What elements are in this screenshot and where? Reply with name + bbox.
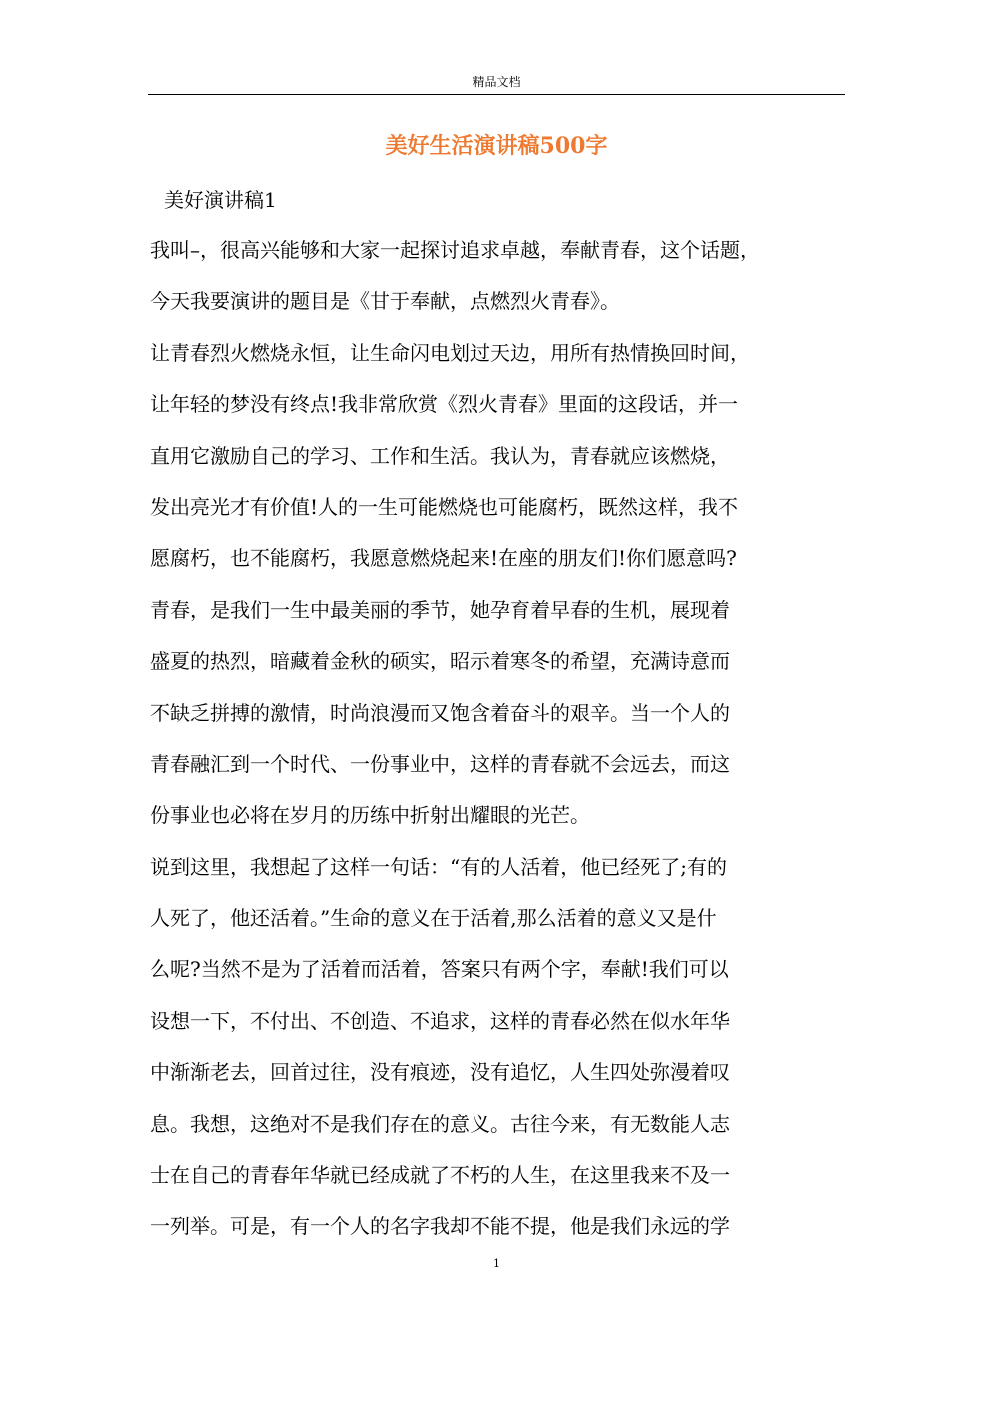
text-line: 直用它激励自己的学习、工作和生活。我认为，青春就应该燃烧，: [150, 443, 730, 468]
text-line: 一列举。可是，有一个人的名字我却不能不提，他是我们永远的学: [150, 1214, 730, 1239]
text-line: 我叫–，很高兴能够和大家一起探讨追求卓越，奉献青春，这个话题，: [150, 238, 760, 262]
text-line: 愿腐朽，也不能腐朽，我愿意燃烧起来!在座的朋友们!你们愿意吗?: [150, 546, 737, 571]
text-line: 青春融汇到一个时代、一份事业中，这样的青春就不会远去，而这: [150, 751, 730, 776]
section-heading: 美好演讲稿1: [164, 188, 277, 212]
text-line: 青春，是我们一生中最美丽的季节，她孕育着早春的生机，展现着: [150, 597, 730, 622]
text-line: 让年轻的梦没有终点!我非常欣赏《烈火青春》里面的这段话，并一: [150, 392, 739, 417]
text-line: 发出亮光才有价值!人的一生可能燃烧也可能腐朽，既然这样，我不: [150, 494, 739, 519]
header-divider: [148, 94, 845, 95]
text-line: 不缺乏拼搏的激情，时尚浪漫而又饱含着奋斗的艰辛。当一个人的: [150, 700, 730, 725]
text-line: 让青春烈火燃烧永恒，让生命闪电划过天边，用所有热情换回时间，: [150, 340, 750, 365]
text-line: 份事业也必将在岁月的历练中折射出耀眼的光芒。: [150, 803, 590, 828]
text-line: 息。我想，这绝对不是我们存在的意义。古往今来，有无数能人志: [150, 1111, 730, 1136]
text-line: 么呢?当然不是为了活着而活着，答案只有两个字，奉献!我们可以: [150, 957, 729, 982]
body-text: [150, 225, 845, 1253]
text-line: 士在自己的青春年华就已经成就了不朽的人生，在这里我来不及一: [150, 1163, 730, 1188]
page-header: 精品文档: [472, 75, 521, 89]
text-line: 设想一下，不付出、不创造、不追求，这样的青春必然在似水年华: [150, 1008, 730, 1033]
text-line: 中渐渐老去，回首过往，没有痕迹，没有追忆，人生四处弥漫着叹: [150, 1060, 730, 1085]
text-line: 盛夏的热烈，暗藏着金秋的硕实，昭示着寒冬的希望，充满诗意而: [150, 649, 730, 674]
text-line: 今天我要演讲的题目是《甘于奉献，点燃烈火青春》。: [150, 289, 620, 314]
text-line: 人死了，他还活着。”生命的意义在于活着,那么活着的意义又是什: [150, 906, 717, 931]
text-line: 说到这里，我想起了这样一句话：“有的人活着，他已经死了;有的: [150, 854, 727, 879]
page-number: 1: [493, 1257, 500, 1270]
document-title: 美好生活演讲稿500字: [385, 133, 608, 159]
